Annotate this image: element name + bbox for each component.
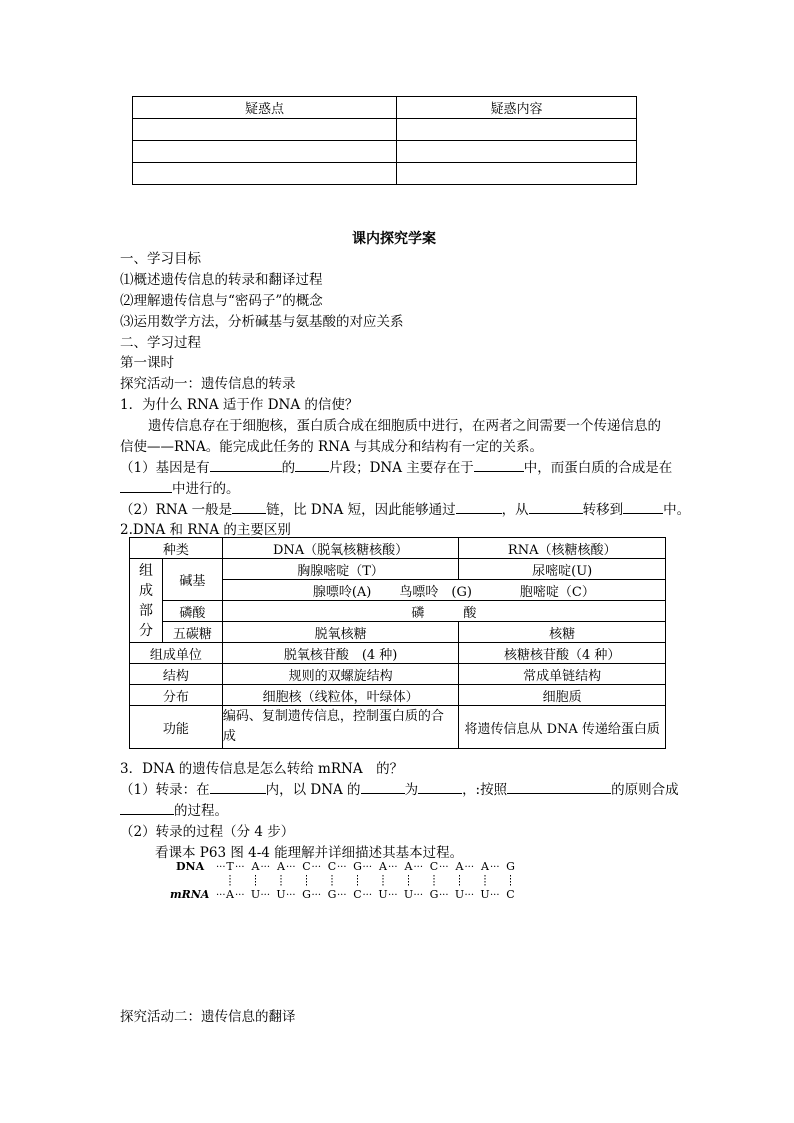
mrna-base: C <box>353 888 362 901</box>
table-row <box>133 141 637 163</box>
phosphate-cell: 磷 酸 <box>222 601 665 622</box>
mrna-base: U <box>480 888 490 901</box>
strand-dots: ··· <box>235 862 245 873</box>
dna-base: A <box>481 860 489 873</box>
paragraph-line: 信使——RNA。能完成此任务的 RNA 与其成分和结构有一定的关系。 <box>120 439 544 455</box>
table-cell[interactable] <box>133 141 397 163</box>
vertical-char: 分 <box>138 622 153 639</box>
step-heading: （2）转录的过程（分 4 步） <box>120 824 295 840</box>
doubt-table <box>132 96 637 185</box>
fill-text: 转移到 <box>582 502 624 518</box>
question-heading: 2.DNA 和 RNA 的主要区别 <box>120 522 291 538</box>
fill-in-question <box>120 498 690 518</box>
fill-text: 的原则合成 <box>611 782 679 798</box>
blank-field[interactable] <box>120 480 172 493</box>
blank-field[interactable] <box>295 459 329 472</box>
fill-in-question <box>120 778 679 798</box>
fill-in-question <box>120 799 228 819</box>
dna-base: A <box>455 860 464 873</box>
function-label: 功能 <box>130 706 223 749</box>
fill-text: ，从 <box>501 502 529 518</box>
strand-dots: ··· <box>439 890 449 901</box>
distribution-label: 分布 <box>130 685 223 706</box>
blank-field[interactable] <box>474 459 524 472</box>
strand-dots: ··· <box>286 890 296 901</box>
vertical-char: 成 <box>138 582 153 599</box>
strand-dots: ··· <box>490 890 500 901</box>
phosphate-label: 磷酸 <box>162 601 222 622</box>
strand-dots: ··· <box>413 862 424 873</box>
structure-rna-cell: 常成单链结构 <box>459 664 666 685</box>
table-row <box>133 119 637 141</box>
base-dna-cell: 胸腺嘧啶（T） <box>222 559 459 580</box>
structure-dna-cell: 规则的双螺旋结构 <box>222 664 459 685</box>
function-dna-text: 编码、复制遗传信息，控制蛋白质的合 <box>222 709 444 724</box>
strand-dots: ··· <box>311 890 322 901</box>
table-row <box>130 601 666 622</box>
strand-dots: ··· <box>439 862 449 873</box>
strand-dots: ··· <box>260 890 271 901</box>
table-row <box>130 706 666 749</box>
fill-text: 中，而蛋白质的合成是在 <box>523 460 673 476</box>
instruction-line: 看课本 P63 图 4-4 能理解并详细描述其基本过程。 <box>155 845 464 861</box>
vertical-char: 部 <box>138 602 153 619</box>
section-heading-process: 二、学习过程 <box>120 335 201 351</box>
fill-text: 片段；DNA 主要存在于 <box>329 460 474 476</box>
header-rna: RNA（核糖核酸） <box>459 538 666 559</box>
dna-strand-label: DNA <box>176 860 205 873</box>
header-doubt-point: 疑惑点 <box>133 97 397 119</box>
blank-field[interactable] <box>210 781 266 794</box>
fill-text: 为 <box>404 782 419 798</box>
common-base: 鸟嘌呤 (G) <box>399 584 472 600</box>
strand-dots: ··· <box>388 862 398 873</box>
blank-field[interactable] <box>210 459 282 472</box>
goal-item: ⑵理解遗传信息与“密码子”的概念 <box>120 293 323 309</box>
distribution-dna-cell: 细胞核（线粒体，叶绿体） <box>222 685 459 706</box>
base-pairing-diagram <box>168 856 548 904</box>
function-rna-cell: 将遗传信息从 DNA 传递给蛋白质 <box>459 706 666 749</box>
strand-dots: ··· <box>216 890 226 901</box>
blank-field[interactable] <box>418 781 462 794</box>
fill-in-question <box>120 456 672 476</box>
strand-dots: ··· <box>286 862 296 873</box>
strand-dots: ··· <box>260 862 271 873</box>
common-bases-cell <box>222 580 665 601</box>
table-row <box>130 538 666 559</box>
function-dna-text: 成 <box>222 729 236 744</box>
mrna-strand-label: mRNA <box>170 888 210 901</box>
sugar-dna-cell: 脱氧核糖 <box>222 622 459 643</box>
common-base: 胞嘧啶（C） <box>519 584 595 600</box>
dna-base: G <box>506 860 515 873</box>
mrna-base: U <box>403 888 414 901</box>
blank-field[interactable] <box>529 501 583 514</box>
mrna-base: G <box>429 888 439 901</box>
dna-base: T <box>226 860 234 873</box>
table-cell[interactable] <box>397 163 637 185</box>
strand-dots: ··· <box>235 890 245 901</box>
activity-heading: 探究活动一：遗传信息的转录 <box>120 376 296 392</box>
paragraph-line: 遗传信息存在于细胞核，蛋白质合成在细胞质中进行，在两者之间需要一个传递信息的 <box>148 418 661 434</box>
lesson-label: 第一课时 <box>120 355 174 371</box>
table-row <box>130 685 666 706</box>
unit-rna-cell: 核糖核苷酸（4 种） <box>459 643 666 664</box>
activity-heading: 探究活动二：遗传信息的翻译 <box>120 1009 296 1025</box>
fill-text: 中。 <box>663 502 691 518</box>
fill-text: （2）RNA 一般是 <box>120 502 233 518</box>
strand-dots: ··· <box>311 862 322 873</box>
mrna-base: C <box>506 888 515 901</box>
strand-dots: ··· <box>362 890 373 901</box>
strand-dots: ··· <box>388 890 398 901</box>
table-row <box>130 664 666 685</box>
fill-text: 中进行的。 <box>172 481 240 497</box>
dna-base: C <box>302 860 311 873</box>
structure-label: 结构 <box>130 664 223 685</box>
table-row <box>130 559 666 580</box>
mrna-base: A <box>226 888 234 901</box>
blank-field[interactable] <box>623 501 663 514</box>
dna-base: A <box>379 860 387 873</box>
strand-dots: ··· <box>337 862 347 873</box>
fill-text: 的过程。 <box>174 803 228 819</box>
fill-text: 链，比 DNA 短，因此能够通过 <box>266 502 456 518</box>
blank-field[interactable] <box>361 781 405 794</box>
fill-text: ，:按照 <box>462 782 508 798</box>
page-title: 课内探究学案 <box>352 231 436 247</box>
blank-field[interactable] <box>456 501 502 514</box>
strand-dots: ··· <box>362 862 373 873</box>
blank-field[interactable] <box>232 501 266 514</box>
fill-text: 内，以 DNA 的 <box>265 782 361 798</box>
header-doubt-content: 疑惑内容 <box>397 97 637 119</box>
mrna-base: U <box>276 888 286 901</box>
goal-item: ⑶运用数学方法，分析碱基与氨基酸的对应关系 <box>120 314 404 330</box>
table-cell[interactable] <box>397 141 637 163</box>
fill-in-question <box>120 477 240 497</box>
question-heading: 1．为什么 RNA 适于作 DNA 的信使？ <box>120 397 359 413</box>
table-row <box>130 622 666 643</box>
composition-label <box>130 559 163 643</box>
fill-text: 的 <box>281 460 296 476</box>
base-label: 碱基 <box>162 559 222 601</box>
dna-base: C <box>327 860 337 873</box>
strand-dots: ··· <box>413 890 424 901</box>
mrna-base: U <box>378 888 388 901</box>
vertical-char: 组 <box>138 562 153 579</box>
table-header-row <box>133 97 637 119</box>
blank-field[interactable] <box>507 781 611 794</box>
unit-dna-cell: 脱氧核苷酸 (4 种) <box>222 643 459 664</box>
dna-base: A <box>404 860 413 873</box>
table-cell[interactable] <box>133 163 397 185</box>
strand-dots: ··· <box>337 890 347 901</box>
fill-text: （1）基因是有 <box>120 460 210 476</box>
function-dna-cell <box>222 706 459 749</box>
section-heading-goals: 一、学习目标 <box>120 251 201 267</box>
strand-dots: ··· <box>216 862 226 873</box>
fill-text: （1）转录：在 <box>120 782 210 798</box>
sugar-label: 五碳糖 <box>162 622 222 643</box>
unit-label: 组成单位 <box>130 643 223 664</box>
mrna-base: U <box>250 888 261 901</box>
dna-base: G <box>353 860 362 873</box>
question-heading: 3．DNA 的遗传信息是怎么转给 mRNA 的？ <box>120 761 404 777</box>
sugar-rna-cell: 核糖 <box>459 622 666 643</box>
table-row <box>130 643 666 664</box>
dna-base: C <box>429 860 439 873</box>
common-base: 腺嘌呤(A) <box>312 584 372 600</box>
header-dna: DNA（脱氧核糖核酸） <box>222 538 459 559</box>
strand-dots: ··· <box>490 862 500 873</box>
dna-base: A <box>251 860 260 873</box>
mrna-base: G <box>327 888 337 901</box>
table-cell[interactable] <box>133 119 397 141</box>
base-rna-cell: 尿嘧啶(U) <box>459 559 666 580</box>
strand-dots: ··· <box>464 890 475 901</box>
table-cell[interactable] <box>397 119 637 141</box>
table-row <box>133 163 637 185</box>
header-kind: 种类 <box>130 538 223 559</box>
mrna-base: G <box>302 888 311 901</box>
distribution-rna-cell: 细胞质 <box>459 685 666 706</box>
goal-item: ⑴概述遗传信息的转录和翻译过程 <box>120 272 323 288</box>
strand-dots: ··· <box>464 862 475 873</box>
mrna-base: U <box>454 888 465 901</box>
dna-rna-comparison-table <box>129 537 666 749</box>
dna-base: A <box>277 860 285 873</box>
blank-field[interactable] <box>120 802 174 815</box>
